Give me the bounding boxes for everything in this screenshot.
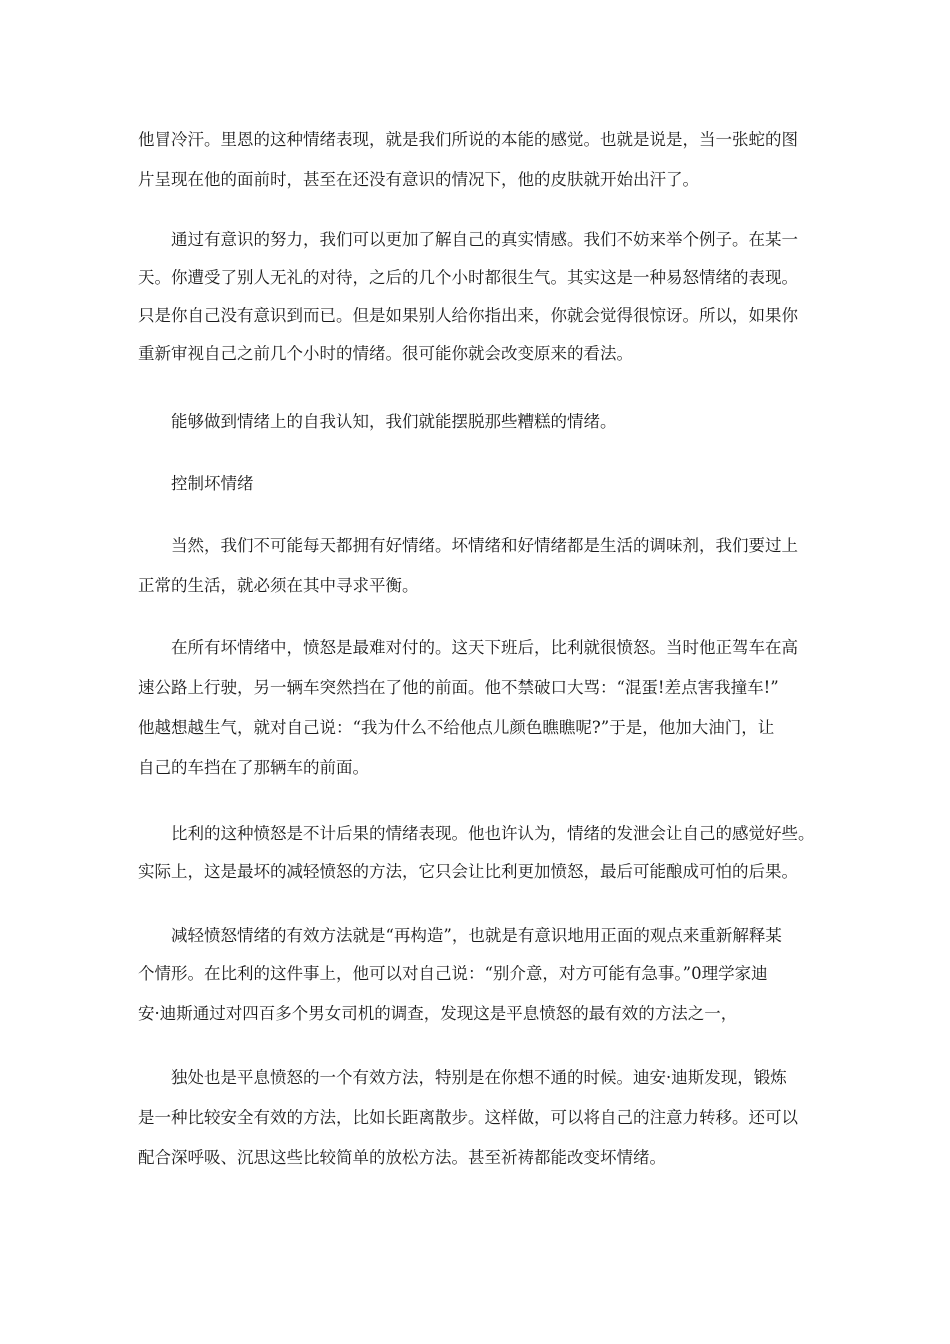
paragraph-2-line-3: 只是你自己没有意识到而已。但是如果别人给你指出来，你就会觉得很惊讶。所以，如果你 [138, 306, 798, 325]
paragraph-1-line-2: 片呈现在他的面前时，甚至在还没有意识的情况下，他的皮肤就开始出汗了。 [138, 170, 699, 189]
paragraph-5-line-1: 在所有坏情绪中，愤怒是最难对付的。这天下班后，比利就很愤怒。当时他正驾车在高 [171, 638, 798, 657]
paragraph-7-line-3: 安·迪斯通过对四百多个男女司机的调查，发现这是平息愤怒的最有效的方法之一， [138, 1004, 738, 1023]
paragraph-7-line-1: 减轻愤怒情绪的有效方法就是“再构造”，也就是有意识地用正面的观点来重新解释某 [171, 926, 782, 945]
paragraph-4-line-2: 正常的生活，就必须在其中寻求平衡。 [138, 576, 419, 595]
paragraph-4-line-1: 当然，我们不可能每天都拥有好情绪。坏情绪和好情绪都是生活的调味剂，我们要过上 [171, 536, 798, 555]
paragraph-3-line-1: 能够做到情绪上的自我认知，我们就能摆脱那些糟糕的情绪。 [171, 412, 617, 431]
paragraph-8-line-3: 配合深呼吸、沉思这些比较简单的放松方法。甚至祈祷都能改变坏情绪。 [138, 1148, 666, 1167]
paragraph-2-line-1: 通过有意识的努力，我们可以更加了解自己的真实情感。我们不妨来举个例子。在某一 [171, 230, 798, 249]
section-heading: 控制坏情绪 [171, 474, 254, 493]
paragraph-6-line-2: 实际上，这是最坏的减轻愤怒的方法，它只会让比利更加愤怒，最后可能酿成可怕的后果。 [138, 862, 798, 881]
paragraph-5-line-3: 他越想越生气，就对自己说：“我为什么不给他点儿颜色瞧瞧呢?”于是，他加大油门，让 [138, 718, 775, 737]
paragraph-5-line-4: 自己的车挡在了那辆车的前面。 [138, 758, 369, 777]
paragraph-7-line-2: 个情形。在比利的这件事上，他可以对自己说：“别介意，对方可能有急事。”0理学家迪 [138, 964, 768, 983]
paragraph-1-line-1: 他冒冷汗。里恩的这种情绪表现，就是我们所说的本能的感觉。也就是说是，当一张蛇的图 [138, 130, 798, 149]
paragraph-6-line-1: 比利的这种愤怒是不计后果的情绪表现。他也许认为，情绪的发泄会让自己的感觉好些。 [171, 824, 815, 843]
paragraph-2-line-4: 重新审视自己之前几个小时的情绪。很可能你就会改变原来的看法。 [138, 344, 633, 363]
paragraph-8-line-1: 独处也是平息愤怒的一个有效方法，特别是在你想不通的时候。迪安·迪斯发现，锻炼 [171, 1068, 787, 1087]
paragraph-8-line-2: 是一种比较安全有效的方法，比如长距离散步。这样做，可以将自己的注意力转移。还可以 [138, 1108, 798, 1127]
paragraph-2-line-2: 天。你遭受了别人无礼的对待，之后的几个小时都很生气。其实这是一种易怒情绪的表现。 [138, 268, 798, 287]
paragraph-5-line-2: 速公路上行驶，另一辆车突然挡在了他的前面。他不禁破口大骂：“混蛋!差点害我撞车!” [138, 678, 779, 697]
